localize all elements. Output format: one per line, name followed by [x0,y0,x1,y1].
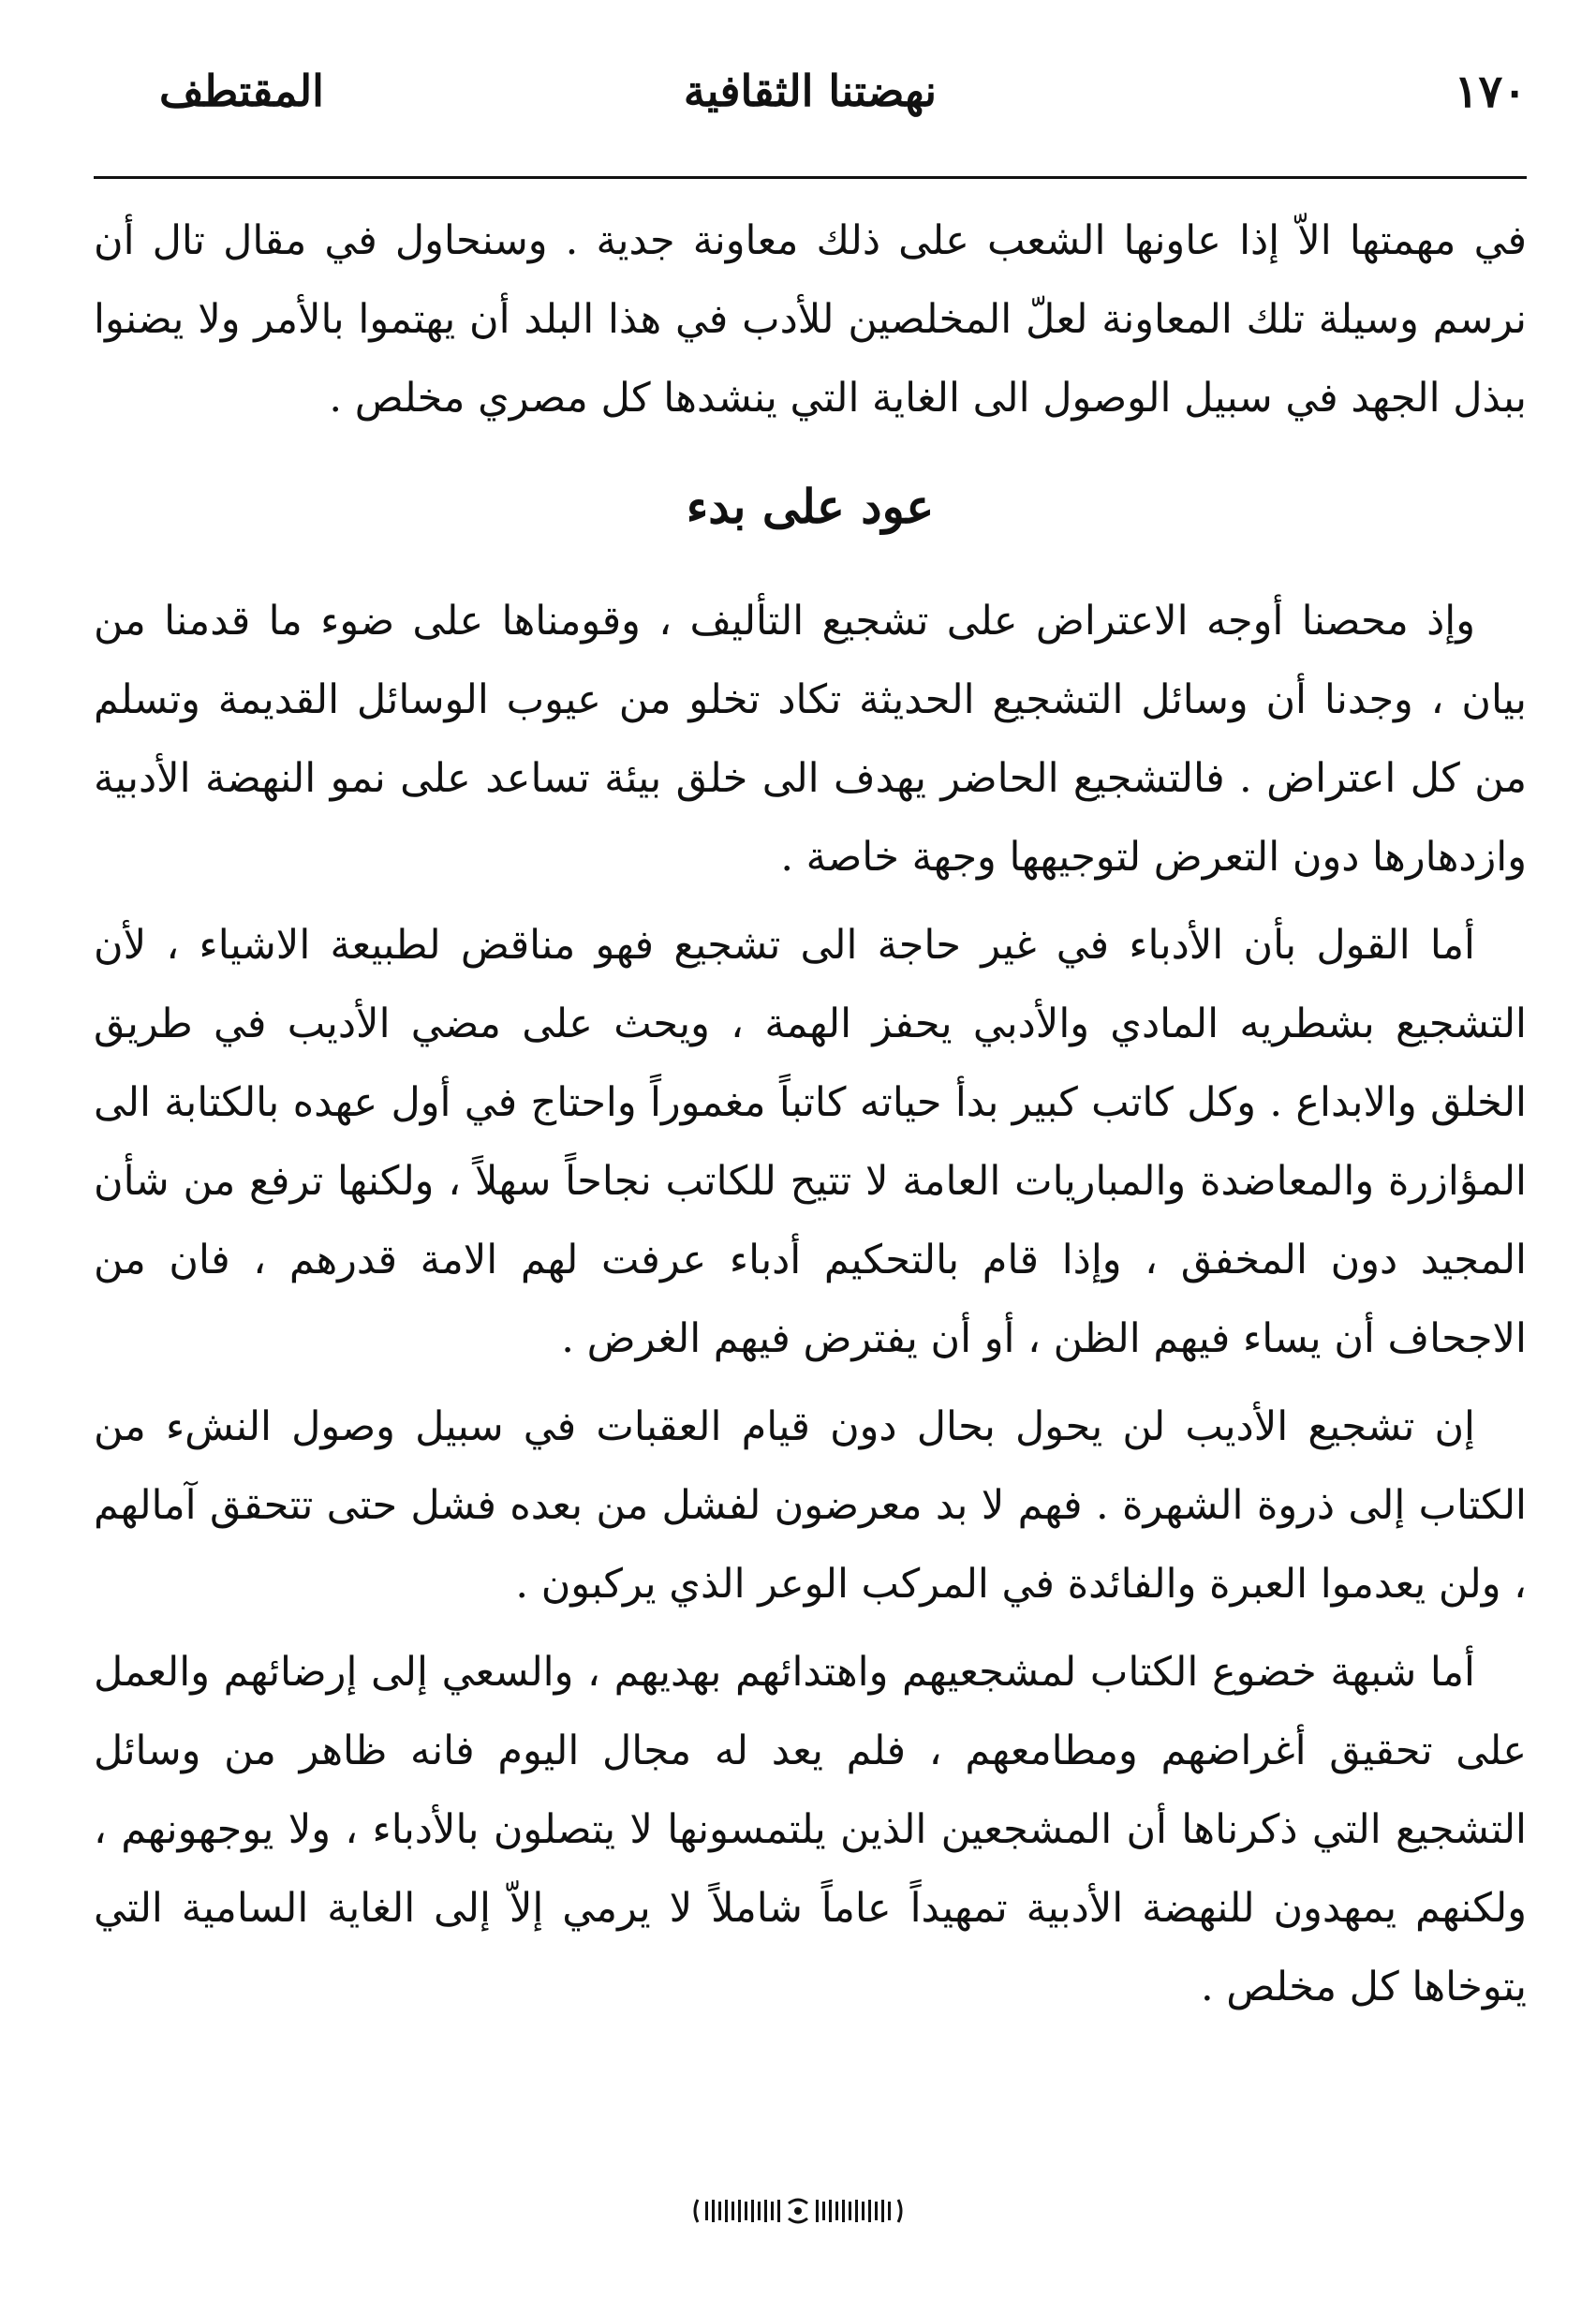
decorative-tailpiece-icon [690,2192,906,2230]
intro-paragraph: في مهمتها الاّ إذا عاونها الشعب على ذلك معاونة جدية . وسنحاول في مقال تال أن نرسم وسيلة تلك المعاونة لعلّ المخلصين للأدب في هذا البلد أن يهتموا بالأمر ولا يضنوا ببذل الجهد في سبيل الوصول الى الغاية التي ينشدها كل مصري مخلص . [94,217,1527,422]
page-number: ١٧٠ [1454,66,1527,118]
header-divider [94,176,1527,179]
section-heading: عود على بدء [686,479,935,534]
paragraph-4: أما شبهة خضوع الكتاب لمشجعيهم واهتدائهم بهديهم ، والسعي إلى إرضائهم والعمل على تحقيق أغراضهم ومطامعهم ، فلم يعد له مجال اليوم فانه ظاهر من وسائل التشجيع التي ذكرناها أن المشجعين الذين يلتمسونها لا يتصلون بالأدباء ، ولا يوجهونهم ، ولكنهم يمهدون للنهضة الأدبية تمهيداً عاماً شاملاً لا يرمي إلاّ إلى الغاية السامية التي يتوخاها كل مخلص . [94,1649,1527,2010]
page-title: نهضتنا الثقافية [683,66,938,116]
journal-name: المقتطف [159,66,324,116]
paragraph-3: إن تشجيع الأديب لن يحول بحال دون قيام العقبات في سبيل وصول النشء من الكتاب إلى ذروة الشهرة . فهم لا بد معرضون لفشل من بعده فشل حتى تتحقق آمالهم ، ولن يعدموا العبرة والفائدة في المركب الوعر الذي يركبون . [94,1403,1527,1608]
paragraph-2: أما القول بأن الأدباء في غير حاجة الى تشجيع فهو مناقض لطبيعة الاشياء ، لأن التشجيع بشطريه المادي والأدبي يحفز الهمة ، ويحث على مضي الأديب في طريق الخلق والابداع . وكل كاتب كبير بدأ حياته كاتباً مغموراً واحتاج في أول عهده بالكتابة الى المؤازرة والمعاضدة والمباريات العامة لا تتيح للكاتب نجاحاً سهلاً ، ولكنها ترفع من شأن المجيد دون المخفق ، وإذا قام بالتحكيم أدباء عرفت لهم الامة قدرهم ، فان من الاجحاف أن يساء فيهم الظن ، أو أن يفترض فيهم الغرض . [94,922,1527,1362]
running-head [94,66,1527,150]
paragraph-1: وإذ محصنا أوجه الاعتراض على تشجيع التأليف ، وقومناها على ضوء ما قدمنا من بيان ، وجدنا أن وسائل التشجيع الحديثة تكاد تخلو من عيوب الوسائل القديمة وتسلم من كل اعتراض . فالتشجيع الحاضر يهدف الى خلق بيئة تساعد على نمو النهضة الأدبية وازدهارها دون التعرض لتوجيهها وجهة خاصة . [94,598,1527,881]
article-body [94,201,1527,2026]
